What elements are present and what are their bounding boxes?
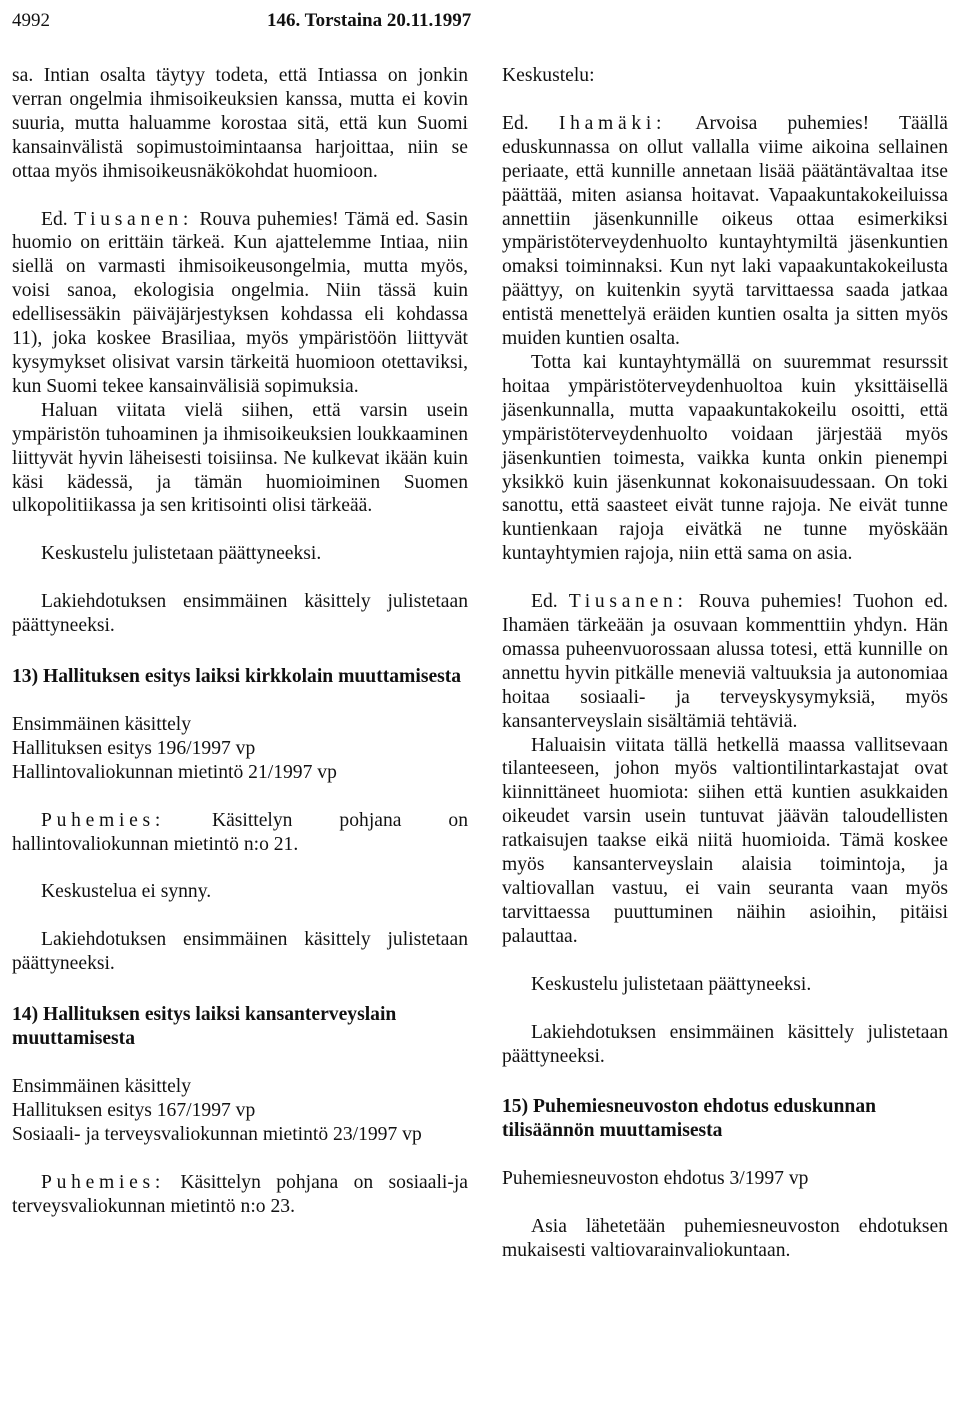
speech-text: Käsittelyn pohjana on sosiaali-ja terveysvaliokunnan mietintö n:o 23. [12,1171,468,1217]
paragraph: Lakiehdotuksen ensimmäinen käsittely julistetaan päättyneeksi. [12,929,468,975]
paragraph: Totta kai kuntayhtymällä on suuremmat resurssit hoitaa ympäristöterveydenhuoltoa kuin yksittäisellä jäsenkunnalla, mutta vapaakuntakokeilu osoitti, että ympäristöterveydenhuolto voidaan järjestää myös jäsenkuntien toimesta, vaikka kunta onkin pienempi yksikkö kuin jäsenkunnat kokonaisuudessaan. On toki sanottu, että saasteet eivät tunne rajoja. Ne eivät tunne kuntienkaan rajoja eivätkä ne tunne myöskään kuntayhtymien rajoja, niin että sama on asia. [502,351,948,565]
item-line: Hallituksen esitys 167/1997 vp [12,1099,256,1121]
speaker-name: Puhemies: [41,1171,165,1193]
item-line: Hallintovaliokunnan mietintö 21/1997 vp [12,761,337,783]
title-prefix: Ed. [531,591,558,613]
speech-puhemies [12,809,468,857]
section-heading-14: 14) Hallituksen esitys laiksi kansanterveyslain muuttamisesta [12,1004,397,1050]
speaker-name: Tiusanen: [568,591,688,613]
paragraph: Haluaisin viitata tällä hetkellä maassa vallitsevaan tilanteeseen, johon myös valtiontilintarkastajat ovat kiinnittäneet huomiota: siihen että kuntien asukkaiden oikeudet varsin usein tuntuvat jäävän taloudellisten ratkaisujen taakse eikä niitä huomioida. Tämä koskee myös kansanterveyslain alaisia toimintoja, ja valtiovallan vastuu, ei vain seuranta vaan myös tarvittaessa puuttuminen näihin asioihin, pitäisi palauttaa. [502,734,948,947]
paragraph: Lakiehdotuksen ensimmäinen käsittely julistetaan päättyneeksi. [502,1021,948,1067]
paragraph: Lakiehdotuksen ensimmäinen käsittely julistetaan päättyneeksi. [12,591,468,637]
speech-tiusanen [12,208,468,399]
item-line: Ensimmäinen käsittely [12,1076,192,1097]
paragraph: Keskustelu julistetaan päättyneeksi. [531,973,812,995]
speech-ihamaki [502,112,948,351]
paragraph: Keskustelua ei synny. [41,881,212,903]
item-line: Hallituksen esitys 196/1997 vp [12,737,256,759]
speaker-name: Puhemies: [41,809,165,831]
speaker-name: Tiusanen: [74,208,194,230]
speech-text: Rouva puhemies! Tämä ed. Sasin huomio on erittäin tärkeä. Kun ajattelemme Intiaa, niin siellä on varmasti ihmisoikeusongelmia, mutta myös, voisi sanoa, ekologisia ongelmia. Niin tässä kuin edellisessäkin päiväjärjestyksen kohdassa eli kohdassa 11), joka koskee Brasiliaa, myös ympäristöön liittyvät kysymykset olisivat varsin tärkeitä huomioon otettaviksi, kun Suomi tekee kansainvälisiä sopimuksia. [12,208,468,397]
page-number: 4992 [12,10,50,31]
speaker-name: Ihamäki: [558,112,667,134]
speech-text: Arvoisa puhemies! Täällä eduskunnassa on ollut vallalla viime aikoina sellainen periaate, että kunnille annetaan lisää päätäntävaltaa itse päättää, miten asiansa hoitavat. Vapaakuntakokeiluissa annettiin jäsenkunnille oikeus ottaa esimerkiksi ympäristöterveydenhuolto kuntayhtymiltä jäsenkuntien omaksi toiminnaksi. Kun nyt laki vapaakuntakokeilusta päättyy, on kuitenkin syytä tarvittaessa saada jatkaa entistä menettelyä eräiden kuntien osalta ja sitten myös muiden kuntien osalta. [502,112,948,350]
section-heading-13: 13) Hallituksen esitys laiksi kirkkolain muuttamisesta [12,666,462,688]
speech-text: Käsittelyn pohjana on hallintovaliokunnan mietintö n:o 21. [12,809,468,855]
page-header [12,6,948,36]
title-prefix: Ed. [41,208,68,230]
paragraph: Keskustelu julistetaan päättyneeksi. [41,543,322,565]
item-line: Ensimmäinen käsittely [12,713,192,735]
session-title: 146. Torstaina 20.11.1997 [267,10,472,31]
speech-text: Rouva puhemies! Tuohon ed. Ihamäen tärkeään ja osuvaan kommenttiin yhdyn. Hän omassa puheenvuorossaan alussa totesi, että kunnille on annettu hyvin pitkälle meneviä valtuuksia ja autonomiaa hoitaa sosiaali- ja terveyskysymyksiä, myös kansanterveyslain sisältämiä tehtäviä. [502,591,948,732]
discussion-label: Keskustelu: [502,65,595,86]
paragraph: Asia lähetetään puhemiesneuvoston ehdotuksen mukaisesti valtiovarainvaliokuntaan. [502,1216,948,1262]
speech-tiusanen [502,590,948,733]
proposal-line: Puhemiesneuvoston ehdotus 3/1997 vp [502,1168,809,1190]
title-prefix: Ed. [502,112,529,134]
right-column [502,64,948,1263]
paragraph: Haluan viitata vielä siihen, että varsin usein ympäristön tuhoaminen ja ihmisoikeuksien loukkaaminen liittyvät hyvin läheisesti toisiinsa. Ne kulkevat ikään kuin käsi kädessä, ja tämän huomioiminen Suomen ulkopolitiikassa ja sen kritisointi olisi tärkeää. [12,399,468,517]
paragraph: sa. Intian osalta täytyy todeta, että Intiassa on jonkin verran ongelmia ihmisoikeuksien kanssa, mutta ei kovin suuria, mutta haluamme korostaa sitä, että kun Suomi kansainvälistä sopimustoimintaansa harjoittaa, niin se ottaa myös ihmisoikeusnäkökohdat huomioon. [12,65,468,182]
section-heading-15: 15) Puhemiesneuvoston ehdotus eduskunnan tilisäännön muuttamisesta [502,1096,877,1142]
item-line: Sosiaali- ja terveysvaliokunnan mietintö 23/1997 vp [12,1123,422,1145]
left-column [12,64,468,1219]
speech-puhemies [12,1171,468,1219]
